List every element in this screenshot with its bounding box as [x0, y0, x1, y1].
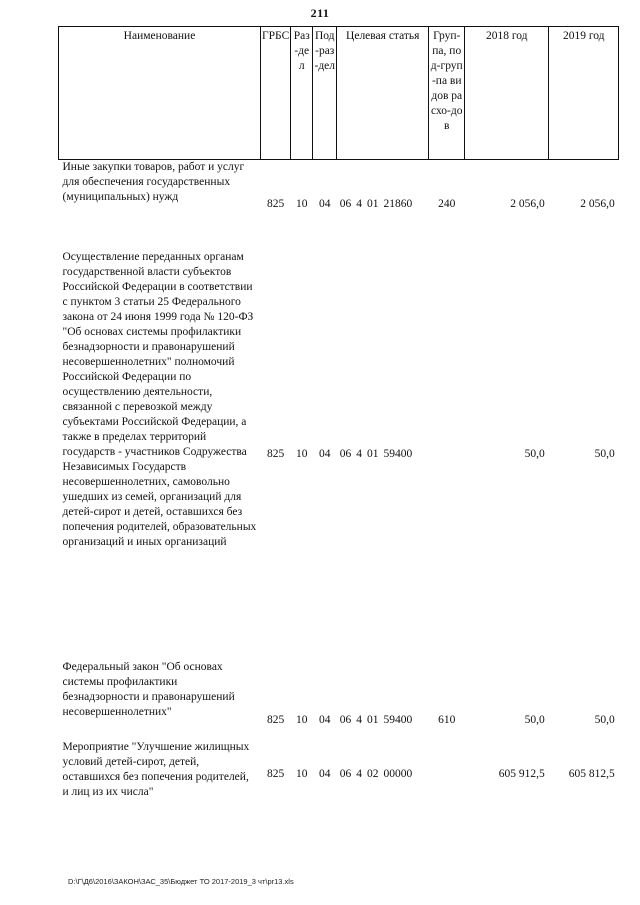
row-name: Иные закупки товаров, работ и услуг для обеспечения государственных (муниципальных) нужд	[62, 161, 245, 203]
table-row	[59, 160, 619, 250]
page-number: 211	[310, 6, 330, 20]
row-group: 240	[438, 198, 456, 211]
budget-table	[58, 26, 619, 810]
row-razdel: 10	[296, 448, 308, 460]
row-razdel: 10	[296, 713, 308, 726]
row-razdel: 10	[296, 768, 308, 780]
header-name: Наименование	[59, 27, 261, 160]
row-group	[429, 740, 465, 810]
row-grbs: 825	[267, 198, 285, 211]
row-grbs: 825	[267, 448, 285, 460]
row-2018: 2 056,0	[510, 198, 545, 211]
header-razdel: Раз-дел	[291, 27, 313, 160]
table-header	[59, 27, 619, 160]
row-2018: 50,0	[524, 448, 545, 460]
row-podrazdel: 04	[319, 713, 331, 726]
header-2018: 2018 год	[465, 27, 549, 160]
row-2019: 50,0	[594, 713, 615, 726]
row-2019: 50,0	[594, 448, 615, 460]
table-row	[59, 660, 619, 740]
header-article: Целевая статья	[337, 27, 429, 160]
row-article: 06 4 01 21860	[339, 198, 413, 211]
row-name: Осуществление переданных органам государственной власти субъектов Российской Федерации в соответствии с пунктом 3 статьи 25 Федерального закона от 24 июня 1999 года № 120-ФЗ "Об основах системы профилактики безнадзорности и правонарушений несовершеннолетних" полномочий Российской Федерации по осуществлению деятельности, связанной с перевозкой между субъектами Российской Федерации, а также в пределах территорий государств - участников Содружества Независимых Государств несовершеннолетних, самовольно ушедших из семей, организаций для детей-сирот и детей, оставшихся без попечения родителей, образовательных организаций и иных организаций	[62, 250, 257, 548]
header-group: Груп-па, под-груп-па видов расхо-дов	[429, 27, 465, 160]
row-article: 06 4 01 59400	[339, 713, 413, 726]
row-razdel: 10	[296, 198, 308, 211]
row-2018: 605 912,5	[498, 768, 545, 780]
row-2018: 50,0	[524, 713, 545, 726]
row-2019: 605 812,5	[568, 768, 615, 780]
row-podrazdel: 04	[319, 198, 331, 211]
header-2019: 2019 год	[549, 27, 619, 160]
file-path-footer: D:\Г\Д6\2016\ЗАКОН\ЗАС_35\Бюджет ТО 2017-2019_3 чт\pr13.xls	[68, 877, 294, 886]
row-article: 06 4 01 59400	[339, 448, 413, 460]
row-article: 06 4 02 00000	[339, 768, 413, 780]
row-podrazdel: 04	[319, 768, 331, 780]
table-row	[59, 740, 619, 810]
row-group	[429, 250, 465, 660]
header-grbs: ГРБС	[261, 27, 291, 160]
row-name: Мероприятие "Улучшение жилищных условий детей-сирот, детей, оставшихся без попечения родителей, и лиц из их числа"	[62, 740, 250, 798]
row-2019: 2 056,0	[580, 198, 615, 211]
row-podrazdel: 04	[319, 448, 331, 460]
row-name: Федеральный закон "Об основах системы профилактики безнадзорности и правонарушений несовершеннолетних"	[62, 660, 235, 718]
header-podrazdel: Под-раз-дел	[313, 27, 337, 160]
row-grbs: 825	[267, 713, 285, 726]
table-row	[59, 250, 619, 660]
row-group: 610	[438, 713, 456, 726]
row-grbs: 825	[267, 768, 285, 780]
